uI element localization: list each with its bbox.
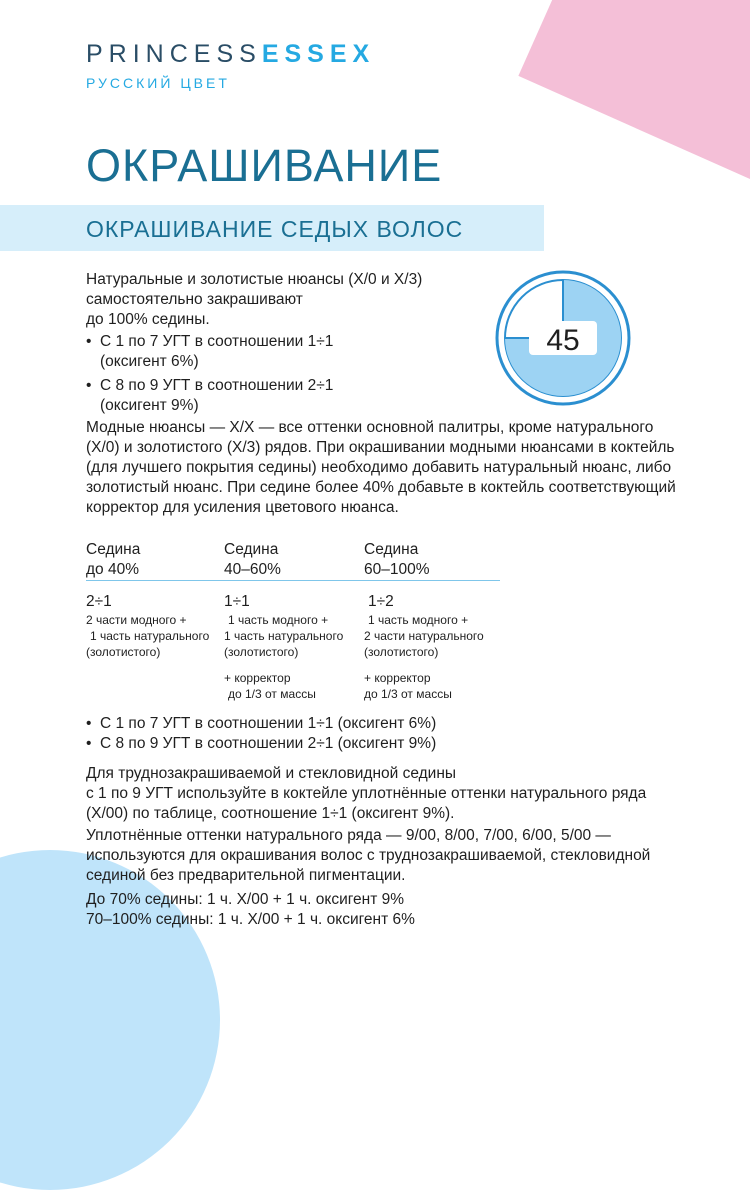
column-extra: + корректор xyxy=(364,671,431,685)
bullet-item xyxy=(86,734,436,754)
bullets-block xyxy=(86,714,436,754)
column-ratio: 1÷1 xyxy=(224,593,250,610)
table-divider xyxy=(86,580,500,581)
column-extra: до 1/3 от массы xyxy=(228,687,316,701)
column-desc: (золотистого) xyxy=(364,645,439,659)
column-ratio: 1÷2 xyxy=(368,593,394,610)
column-ratio: 2÷1 xyxy=(86,593,112,610)
paragraph-line: с 1 по 9 УГТ используйте в коктейле уплотнённые оттенки натурального ряда xyxy=(86,785,647,802)
bullet-dot: • xyxy=(86,735,92,752)
paragraph-line: Модные нюансы — X/X — все оттенки основной палитры, кроме натурального xyxy=(86,419,654,436)
column-header-range: 40–60% xyxy=(224,561,281,578)
column-desc: 1 часть модного + xyxy=(228,613,329,627)
timer-icon xyxy=(493,268,633,408)
bullet-text: С 1 по 7 УГТ в соотношении 1÷1 (оксигент 6%) xyxy=(100,715,437,732)
resistant-paragraph xyxy=(86,764,646,824)
bullet-text: (оксигент 6%) xyxy=(100,353,199,370)
gray-column-2 xyxy=(224,540,343,702)
bullet-item xyxy=(86,714,436,734)
intro-block xyxy=(86,270,422,416)
bullet-dot: • xyxy=(86,715,92,732)
brand-name-part2: ESSEX xyxy=(261,40,376,68)
intro-line: Натуральные и золотистые нюансы (X/0 и X/3) xyxy=(86,271,423,288)
column-desc: 1 часть модного + xyxy=(368,613,469,627)
intro-bullet xyxy=(86,376,422,416)
paragraph-line: Уплотнённые оттенки натурального ряда — 9/00, 8/00, 7/00, 6/00, 5/00 — xyxy=(86,827,611,844)
brand-name xyxy=(86,40,375,69)
column-header: Седина xyxy=(364,541,419,558)
bullet-text: (оксигент 9%) xyxy=(100,397,199,414)
column-header-range: 60–100% xyxy=(364,561,430,578)
column-header: Седина xyxy=(86,541,141,558)
paragraph-line: золотистый нюанс. При седине более 40% добавьте в коктейль соответствующий xyxy=(86,479,676,496)
paragraph-line: (X/0) и золотистого (X/3) рядов. При окрашивании модными нюансами в коктейль xyxy=(86,439,675,456)
column-header-range: до 40% xyxy=(86,561,139,578)
column-header: Седина xyxy=(224,541,279,558)
paragraph-line: корректор для усиления цветового нюанса. xyxy=(86,499,399,516)
gray-column-3 xyxy=(364,540,484,702)
dense-paragraph xyxy=(86,826,650,930)
paragraph-line: Для труднозакрашиваемой и стекловидной седины xyxy=(86,765,457,782)
bullet-text: С 8 по 9 УГТ в соотношении 2÷1 (оксигент 9%) xyxy=(100,735,437,752)
paragraph-line: (X/00) по таблице, соотношение 1÷1 (оксигент 9%). xyxy=(86,805,455,822)
bullet-text: С 8 по 9 УГТ в соотношении 2÷1 xyxy=(100,377,334,394)
paragraph-line: используются для окрашивания волос с труднозакрашиваемой, стекловидной xyxy=(86,847,651,864)
bullet-text: С 1 по 7 УГТ в соотношении 1÷1 xyxy=(100,333,334,350)
intro-bullet xyxy=(86,332,422,372)
paragraph-line: (для лучшего покрытия седины) необходимо добавить натуральный нюанс, либо xyxy=(86,459,672,476)
timer-value: 45 xyxy=(546,324,580,357)
column-desc: (золотистого) xyxy=(224,645,299,659)
column-extra: до 1/3 от массы xyxy=(364,687,452,701)
brand-logo xyxy=(86,40,375,91)
column-desc: 2 части модного + xyxy=(86,613,187,627)
paragraph-line: сединой без предварительной пигментации. xyxy=(86,867,406,884)
column-desc: 1 часть натурального xyxy=(90,629,210,643)
dense-ratio-line: До 70% седины: 1 ч. X/00 + 1 ч. оксигент 9% xyxy=(86,891,405,908)
brand-name-part1: PRINCESS xyxy=(86,40,262,68)
gray-column-1 xyxy=(86,540,209,660)
section-title: ОКРАШИВАНИЕ СЕДЫХ ВОЛОС xyxy=(86,216,464,242)
intro-line: самостоятельно закрашивают xyxy=(86,291,303,308)
intro-line: до 100% седины. xyxy=(86,311,210,328)
column-desc: (золотистого) xyxy=(86,645,161,659)
pink-decoration xyxy=(518,0,750,182)
brand-subtitle: РУССКИЙ ЦВЕТ xyxy=(86,75,230,91)
column-extra: + корректор xyxy=(224,671,291,685)
column-desc: 2 части натурального xyxy=(364,629,484,643)
page-title: ОКРАШИВАНИЕ xyxy=(86,140,443,191)
dense-ratio-line: 70–100% седины: 1 ч. X/00 + 1 ч. оксигент 6% xyxy=(86,911,415,928)
bullet-dot: • xyxy=(86,333,92,350)
bullet-dot: • xyxy=(86,377,92,394)
column-desc: 1 часть натурального xyxy=(224,629,344,643)
fashion-paragraph xyxy=(86,418,676,518)
